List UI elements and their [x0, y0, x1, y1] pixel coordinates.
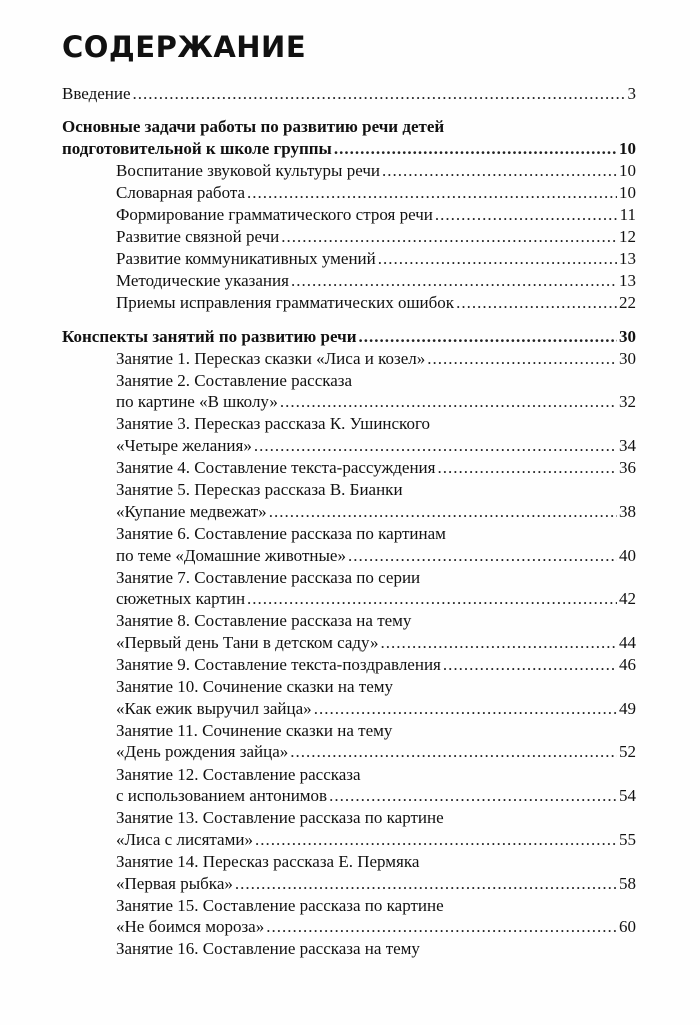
toc-page-number: 58 [619, 873, 636, 893]
toc-page-number: 10 [619, 138, 636, 158]
dot-leader [435, 204, 618, 225]
toc-entry[interactable] [116, 873, 636, 894]
toc-entry-continued[interactable] [116, 370, 636, 391]
toc-entry-title: Занятие 5. Пересказ рассказа В. Бианки [116, 480, 403, 500]
toc-entry[interactable] [116, 391, 636, 412]
toc-entry-title: с использованием антонимов [116, 786, 328, 806]
dot-leader [269, 501, 617, 522]
dot-leader [266, 916, 617, 937]
toc-entry-continued[interactable] [62, 116, 636, 137]
toc-entry-title: «Лиса с лисятами» [116, 829, 253, 849]
toc-entry-title: Основные задачи работы по развитию речи детей [62, 117, 445, 137]
toc-page-number: 36 [619, 458, 636, 478]
dot-leader [443, 654, 617, 675]
toc-page-number: 46 [619, 655, 636, 674]
toc-page-number: 54 [619, 786, 636, 806]
toc-page-number: 22 [619, 293, 636, 313]
toc-page-number: 13 [619, 271, 636, 291]
dot-leader [133, 83, 626, 104]
toc-entry-continued[interactable] [116, 851, 636, 872]
toc-entry-title: Занятие 6. Составление рассказа по картинам [116, 523, 446, 543]
toc-entry-title: Занятие 7. Составление рассказа по серии [116, 567, 421, 587]
dot-leader [437, 457, 617, 478]
toc-entry-title: «Как ежик выручил зайца» [116, 698, 312, 718]
toc-entry-title: Словарная работа [116, 182, 246, 202]
toc-entry[interactable] [116, 457, 636, 478]
toc-entry-continued[interactable] [116, 895, 636, 916]
toc-page-number: 32 [619, 392, 636, 412]
dot-leader [427, 348, 617, 369]
toc-entry-title: Занятие 3. Пересказ рассказа К. Ушинского [116, 414, 431, 434]
toc-entry-continued[interactable] [116, 676, 636, 697]
toc-entry[interactable] [62, 83, 636, 104]
toc-entry-title: «Первый день Тани в детском саду» [116, 632, 379, 652]
toc-entry-title: «Первая рыбка» [116, 873, 233, 893]
toc-page-number: 34 [619, 436, 636, 455]
toc-entry-title: Занятие 4. Составление текста-рассуждения [116, 458, 436, 478]
toc-entry[interactable] [116, 435, 636, 456]
dot-leader [456, 292, 617, 313]
toc-entry[interactable] [116, 348, 636, 369]
toc-entry-title: Приемы исправления грамматических ошибок [116, 293, 455, 313]
toc-entry[interactable] [116, 270, 636, 291]
page-title: СОДЕРЖАНИЕ [62, 30, 307, 64]
toc-page-number: 55 [619, 829, 636, 849]
toc-entry[interactable] [116, 248, 636, 269]
toc-page-number: 11 [619, 205, 636, 224]
dot-leader [281, 226, 617, 247]
dot-leader [280, 391, 617, 412]
toc-entry-title: Занятие 16. Составление рассказа на тему [116, 939, 420, 959]
toc-entry-title: Развитие коммуникативных умений [116, 249, 376, 269]
toc-entry-continued[interactable] [116, 479, 636, 500]
toc-page-number: 30 [619, 348, 636, 368]
toc-page-number: 10 [619, 160, 636, 180]
toc-page-number: 12 [619, 227, 636, 247]
toc-entry-title: Методические указания [116, 271, 289, 291]
toc-entry[interactable] [116, 654, 636, 675]
dot-leader [348, 545, 617, 566]
toc-entry[interactable] [116, 588, 636, 609]
toc-entry-title: по картине «В школу» [116, 392, 278, 412]
toc-entry[interactable] [116, 632, 636, 653]
toc-page-number: 52 [619, 742, 636, 762]
toc-entry[interactable] [116, 785, 636, 806]
dot-leader [247, 588, 617, 609]
toc-entry[interactable] [116, 226, 636, 247]
toc-entry[interactable] [116, 160, 636, 181]
toc-entry-title: «День рождения зайца» [116, 742, 289, 762]
toc-entry-continued[interactable] [116, 720, 636, 741]
toc-entry-title: по теме «Домашние животные» [116, 545, 346, 565]
toc-entry[interactable] [116, 204, 636, 225]
toc-entry-continued[interactable] [116, 764, 636, 785]
toc-entry-title: Формирование грамматического строя речи [116, 205, 433, 224]
toc-entry-title: Воспитание звуковой культуры речи [116, 160, 380, 180]
dot-leader [255, 829, 617, 850]
dot-leader [291, 270, 617, 291]
dot-leader [382, 160, 617, 181]
toc-page-number: 30 [619, 326, 636, 346]
toc-entry-title: «Купание медвежат» [116, 501, 267, 521]
toc-entry[interactable] [116, 916, 636, 937]
toc-entry-title: «Не боимся мороза» [116, 917, 265, 937]
toc-entry[interactable] [116, 182, 636, 203]
toc-entry[interactable] [116, 741, 636, 762]
toc-entry-title: Занятие 2. Составление рассказа [116, 370, 353, 390]
dot-leader [334, 138, 617, 159]
toc-entry-title: Введение [62, 84, 131, 103]
dot-leader [235, 873, 617, 894]
dot-leader [314, 698, 617, 719]
toc-entry-continued[interactable] [116, 610, 636, 631]
toc-entry[interactable] [116, 501, 636, 522]
toc-entry-continued[interactable] [116, 523, 636, 544]
toc-entry[interactable] [116, 292, 636, 313]
dot-leader [290, 741, 617, 762]
dot-leader [380, 632, 617, 653]
toc-page-number: 44 [619, 632, 636, 652]
toc-page-number: 49 [619, 698, 636, 718]
toc-entry-title: Занятие 11. Сочинение сказки на тему [116, 720, 393, 740]
toc-entry-title: Занятие 8. Составление рассказа на тему [116, 611, 412, 631]
dot-leader [329, 785, 617, 806]
toc-entry-title: Конспекты занятий по развитию речи [62, 326, 357, 346]
toc-entry-title: Занятие 12. Составление рассказа [116, 764, 361, 784]
toc-page-number: 40 [619, 545, 636, 565]
toc-entry-continued[interactable] [116, 807, 636, 828]
toc-page-number: 42 [619, 589, 636, 609]
toc-entry-title: Занятие 13. Составление рассказа по картине [116, 808, 444, 828]
toc-entry[interactable] [62, 326, 636, 347]
toc-entry-title: Занятие 9. Составление текста-поздравления [116, 655, 441, 674]
toc-entry[interactable] [116, 938, 636, 959]
toc-entry-title: «Четыре желания» [116, 436, 252, 455]
toc-entry[interactable] [116, 698, 636, 719]
toc-entry-title: Занятие 10. Сочинение сказки на тему [116, 677, 394, 697]
toc-entry[interactable] [62, 138, 636, 159]
dot-leader [378, 248, 617, 269]
toc-page-number: 38 [619, 501, 636, 521]
toc-entry-continued[interactable] [116, 567, 636, 588]
toc-page-number: 3 [627, 84, 636, 103]
toc-page-number: 13 [619, 249, 636, 269]
dot-leader [247, 182, 617, 203]
toc-page-number: 10 [619, 182, 636, 202]
toc-entry[interactable] [116, 829, 636, 850]
toc-entry-title: подготовительной к школе группы [62, 138, 332, 158]
toc-entry-title: Занятие 1. Пересказ сказки «Лиса и козел» [116, 348, 426, 368]
toc-entry-title: сюжетных картин [116, 589, 246, 609]
toc-entry-continued[interactable] [116, 413, 636, 434]
toc-entry-title: Занятие 14. Пересказ рассказа Е. Пермяка [116, 851, 420, 871]
toc-entry-title: Развитие связной речи [116, 227, 280, 247]
dot-leader [254, 435, 617, 456]
toc-entry[interactable] [116, 545, 636, 566]
toc-entry-title: Занятие 15. Составление рассказа по картине [116, 895, 444, 915]
toc-page-number: 60 [619, 917, 636, 937]
dot-leader [359, 326, 618, 347]
